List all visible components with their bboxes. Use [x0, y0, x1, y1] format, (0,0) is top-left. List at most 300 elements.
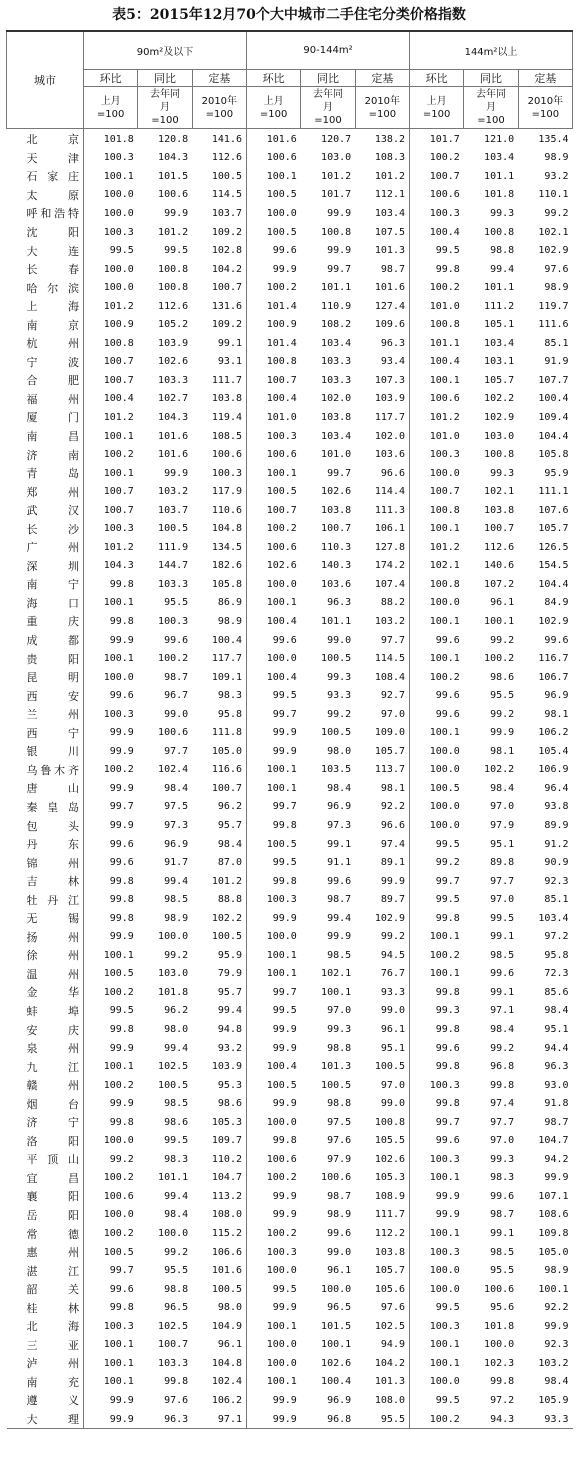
index-value-cell: 98.6: [217, 1098, 242, 1110]
table-row: [7, 946, 573, 965]
index-value-cell: 97.1: [490, 1005, 515, 1017]
index-value-cell: 100.0: [410, 464, 464, 483]
index-value-cell: 102.9: [538, 245, 569, 257]
base-header-cell: 上月 =100: [247, 87, 301, 129]
index-value-cell: 103.9: [374, 393, 405, 405]
index-value-cell: 103.2: [538, 1357, 569, 1369]
index-value-cell: 99.5: [164, 1135, 189, 1147]
city-name-cell: 赣州: [26, 1079, 79, 1093]
index-value-cell: 96.3: [138, 1410, 192, 1429]
index-value-cell: 101.6: [247, 129, 301, 149]
index-value-cell: 92.7: [380, 690, 405, 702]
index-value-cell: 100.2: [247, 278, 301, 297]
index-value-cell: 91.9: [544, 356, 569, 368]
table-row: [7, 1094, 573, 1113]
index-value-cell: 99.9: [84, 779, 138, 798]
index-value-cell: 107.1: [538, 1190, 569, 1202]
city-name-cell: 兰州: [26, 708, 79, 722]
index-value-cell: 99.2: [380, 931, 405, 943]
city-name-cell: 南宁: [26, 578, 79, 592]
index-value-cell: 99.5: [410, 241, 464, 260]
index-value-cell: 102.9: [374, 912, 405, 924]
index-value-cell: 100.6: [158, 189, 189, 201]
index-value-cell: 99.0: [327, 634, 352, 646]
index-value-cell: 100.5: [211, 170, 242, 182]
index-value-cell: 96.8: [490, 1061, 515, 1073]
index-value-cell: 98.4: [544, 1005, 569, 1017]
index-value-cell: 99.7: [84, 798, 138, 817]
index-value-cell: 94.3: [464, 1410, 518, 1429]
index-value-cell: 100.4: [247, 668, 301, 687]
index-value-cell: 100.1: [84, 1057, 138, 1076]
city-name-cell: 大理: [7, 1410, 84, 1429]
index-value-cell: 97.7: [490, 875, 515, 887]
index-value-cell: 111.2: [484, 300, 515, 312]
index-value-cell: 100.9: [84, 315, 138, 334]
index-value-cell: 101.0: [410, 297, 464, 316]
index-value-cell: 97.7: [380, 634, 405, 646]
index-value-cell: 96.7: [164, 690, 189, 702]
index-value-cell: 106.2: [211, 1394, 242, 1406]
index-value-cell: 99.9: [247, 1391, 301, 1410]
index-value-cell: 141.6: [211, 133, 242, 145]
index-value-cell: 100.1: [247, 779, 301, 798]
index-value-cell: 102.0: [321, 393, 352, 405]
index-value-cell: 79.9: [217, 968, 242, 980]
index-value-cell: 100.0: [247, 1336, 301, 1355]
index-value-cell: 100.0: [84, 1206, 138, 1225]
table-row: [7, 1224, 573, 1243]
index-value-cell: 107.2: [484, 578, 515, 590]
index-value-cell: 104.9: [211, 1320, 242, 1332]
index-value-cell: 99.8: [164, 1376, 189, 1388]
city-name-cell: 丹东: [26, 838, 79, 852]
index-value-cell: 103.3: [158, 374, 189, 386]
index-value-cell: 100.5: [158, 523, 189, 535]
table-row: [7, 241, 573, 260]
index-value-cell: 101.0: [410, 427, 464, 446]
index-value-cell: 138.2: [374, 133, 405, 145]
index-value-cell: 101.6: [211, 1265, 242, 1277]
table-row: [7, 1113, 573, 1132]
table-row: [7, 557, 573, 576]
index-value-cell: 100.7: [84, 353, 138, 372]
index-value-cell: 103.9: [211, 1061, 242, 1073]
index-value-cell: 93.8: [544, 801, 569, 813]
city-name-cell: 徐州: [26, 949, 79, 963]
index-value-cell: 108.3: [374, 152, 405, 164]
city-name-cell: 平顶山: [26, 1153, 79, 1167]
city-name-cell: 长沙: [26, 522, 79, 536]
index-value-cell: 100.1: [84, 649, 138, 668]
index-value-cell: 100.1: [410, 649, 464, 668]
index-value-cell: 120.8: [158, 133, 189, 145]
index-value-cell: 100.2: [84, 1076, 138, 1095]
index-value-cell: 100.3: [84, 705, 138, 724]
group-header-large: 144m²以上: [410, 31, 573, 70]
index-value-cell: 96.1: [490, 597, 515, 609]
index-value-cell: 99.8: [84, 872, 138, 891]
index-value-cell: 100.6: [247, 1150, 301, 1169]
index-value-cell: 106.6: [211, 1246, 242, 1258]
index-value-cell: 89.8: [490, 857, 515, 869]
index-value-cell: 100.0: [410, 798, 464, 817]
table-row: [7, 705, 573, 724]
index-value-cell: 93.2: [217, 1042, 242, 1054]
index-value-cell: 105.0: [211, 745, 242, 757]
index-value-cell: 99.9: [490, 727, 515, 739]
index-value-cell: 103.4: [484, 337, 515, 349]
index-value-cell: 100.1: [538, 1283, 569, 1295]
city-name-cell: 杭州: [26, 337, 79, 351]
index-value-cell: 99.5: [490, 912, 515, 924]
index-value-cell: 100.1: [84, 1354, 138, 1373]
index-value-cell: 97.3: [327, 820, 352, 831]
index-value-cell: 104.7: [538, 1135, 569, 1147]
index-value-cell: 97.0: [490, 894, 515, 906]
index-value-cell: 100.0: [410, 1261, 464, 1280]
index-value-cell: 103.4: [538, 912, 569, 924]
index-value-cell: 99.5: [247, 1280, 301, 1299]
index-value-cell: 100.1: [410, 371, 464, 390]
index-value-cell: 99.9: [84, 816, 138, 835]
table-row: [7, 1261, 573, 1280]
index-value-cell: 94.2: [544, 1153, 569, 1165]
index-value-cell: 100.1: [247, 946, 301, 965]
index-value-cell: 94.5: [380, 949, 405, 961]
index-value-cell: 100.0: [158, 931, 189, 943]
index-value-cell: 106.7: [538, 671, 569, 683]
index-value-cell: 101.6: [158, 449, 189, 461]
table-row: [7, 167, 573, 186]
index-value-cell: 100.1: [410, 1169, 464, 1188]
index-value-cell: 98.6: [490, 671, 515, 683]
index-value-cell: 101.4: [247, 334, 301, 353]
table-row: [7, 1020, 573, 1039]
sub-header-cell: 同比: [301, 70, 355, 87]
index-value-cell: 99.8: [410, 1057, 464, 1076]
index-value-cell: 140.3: [321, 560, 352, 572]
index-value-cell: 99.9: [84, 1039, 138, 1058]
index-value-cell: 120.7: [321, 133, 352, 145]
index-value-cell: 126.5: [538, 541, 569, 553]
index-value-cell: 99.6: [84, 853, 138, 872]
index-value-cell: 95.8: [217, 708, 242, 720]
index-value-cell: 99.6: [84, 686, 138, 705]
table-row: [7, 1336, 573, 1355]
city-name-cell: 广州: [26, 541, 79, 555]
index-value-cell: 97.5: [164, 801, 189, 813]
sub-header-cell: 环比: [247, 70, 301, 87]
index-value-cell: 96.4: [544, 782, 569, 794]
index-value-cell: 98.5: [490, 1246, 515, 1258]
index-value-cell: 110.2: [211, 1153, 242, 1165]
index-value-cell: 134.5: [211, 541, 242, 553]
index-value-cell: 116.6: [211, 764, 242, 776]
table-row: [7, 538, 573, 557]
index-value-cell: 96.9: [327, 1394, 352, 1406]
index-value-cell: 99.2: [544, 207, 569, 219]
index-value-cell: 103.4: [321, 337, 352, 349]
index-value-cell: 97.1: [192, 1410, 246, 1429]
index-value-cell: 102.5: [374, 1320, 405, 1332]
index-value-cell: 99.8: [84, 1113, 138, 1132]
index-value-cell: 98.8: [164, 1283, 189, 1295]
index-value-cell: 96.9: [164, 838, 189, 850]
index-value-cell: 95.8: [544, 949, 569, 961]
index-value-cell: 102.2: [484, 393, 515, 405]
index-value-cell: 110.9: [321, 300, 352, 312]
index-value-cell: 103.8: [374, 1246, 405, 1258]
index-value-cell: 100.0: [321, 1283, 352, 1295]
index-value-cell: 93.3: [518, 1410, 572, 1429]
index-value-cell: 103.3: [158, 578, 189, 590]
city-name-cell: 沈阳: [26, 226, 79, 239]
index-value-cell: 99.4: [490, 263, 515, 275]
city-name-cell: 洛阳: [26, 1134, 79, 1148]
index-value-cell: 87.0: [217, 857, 242, 869]
index-value-cell: 97.6: [544, 263, 569, 275]
index-value-cell: 98.8: [327, 1042, 352, 1054]
city-name-cell: 南昌: [26, 430, 79, 444]
index-value-cell: 95.3: [217, 1079, 242, 1091]
index-value-cell: 88.8: [217, 894, 242, 906]
city-name-cell: 湛江: [26, 1264, 79, 1278]
city-name-cell: 泸州: [26, 1357, 79, 1371]
table-row: [7, 1373, 573, 1392]
city-name-cell: 济南: [26, 448, 79, 462]
index-value-cell: 100.7: [410, 167, 464, 186]
sub-header-cell: 环比: [84, 70, 138, 87]
index-value-cell: 100.5: [410, 779, 464, 798]
index-value-cell: 99.8: [247, 816, 301, 835]
index-value-cell: 99.0: [380, 1098, 405, 1110]
index-value-cell: 98.5: [490, 949, 515, 961]
index-value-cell: 100.6: [247, 149, 301, 168]
index-value-cell: 100.3: [84, 223, 138, 242]
index-value-cell: 93.1: [217, 356, 242, 368]
index-value-cell: 98.1: [544, 708, 569, 720]
index-value-cell: 100.0: [247, 575, 301, 594]
index-value-cell: 98.7: [164, 671, 189, 683]
index-value-cell: 99.9: [544, 1320, 569, 1332]
index-value-cell: 102.4: [211, 1376, 242, 1388]
index-value-cell: 99.9: [84, 1391, 138, 1410]
city-name-cell: 合肥: [26, 374, 79, 388]
index-value-cell: 102.3: [484, 1357, 515, 1369]
index-value-cell: 101.1: [158, 1172, 189, 1184]
index-value-cell: 104.4: [538, 430, 569, 442]
city-name-cell: 厦门: [26, 411, 79, 425]
city-name-cell: 三亚: [26, 1338, 79, 1352]
index-value-cell: 100.2: [410, 149, 464, 168]
index-value-cell: 100.1: [410, 612, 464, 631]
base-header-cell: 去年同 月 =100: [301, 87, 355, 129]
index-value-cell: 103.8: [321, 411, 352, 423]
index-value-cell: 99.3: [490, 207, 515, 219]
base-header-cell: 2010年 =100: [518, 87, 572, 129]
index-value-cell: 100.5: [247, 482, 301, 501]
index-value-cell: 100.1: [84, 1373, 138, 1392]
index-value-cell: 98.5: [327, 949, 352, 961]
sub-header-cell: 环比: [410, 70, 464, 87]
index-value-cell: 99.7: [247, 798, 301, 817]
index-value-cell: 99.9: [84, 631, 138, 650]
city-column-header: 城市: [7, 31, 84, 129]
index-value-cell: 95.5: [490, 690, 515, 702]
index-value-cell: 96.1: [217, 1339, 242, 1351]
base-header-cell: 上月 =100: [84, 87, 138, 129]
table-row: [7, 223, 573, 242]
index-value-cell: 107.4: [374, 578, 405, 590]
index-value-cell: 140.6: [484, 560, 515, 572]
index-value-cell: 100.1: [247, 761, 301, 780]
index-value-cell: 105.3: [211, 1116, 242, 1128]
index-value-cell: 100.5: [247, 223, 301, 242]
index-value-cell: 108.6: [538, 1209, 569, 1221]
base-header-cell: 2010年 =100: [192, 87, 246, 129]
city-name-cell: 福州: [26, 392, 79, 406]
index-value-cell: 99.6: [327, 875, 352, 887]
index-value-cell: 102.8: [211, 245, 242, 257]
index-value-cell: 100.5: [247, 186, 301, 205]
index-value-cell: 99.2: [490, 1042, 515, 1054]
index-value-cell: 103.1: [484, 356, 515, 368]
city-name-cell: 宜昌: [26, 1171, 79, 1185]
index-value-cell: 100.2: [84, 761, 138, 780]
index-value-cell: 99.6: [490, 968, 515, 980]
index-value-cell: 99.4: [327, 912, 352, 924]
index-value-cell: 131.6: [211, 300, 242, 312]
index-value-cell: 99.4: [164, 1042, 189, 1054]
index-value-cell: 119.4: [211, 411, 242, 423]
index-value-cell: 98.0: [217, 1302, 242, 1314]
index-value-cell: 105.7: [484, 374, 515, 386]
index-value-cell: 103.6: [321, 578, 352, 590]
index-value-cell: 99.5: [247, 853, 301, 872]
index-value-cell: 100.8: [158, 263, 189, 275]
index-value-cell: 104.3: [158, 152, 189, 164]
table-row: [7, 1039, 573, 1058]
table-row: [7, 909, 573, 928]
index-value-cell: 98.7: [380, 263, 405, 275]
city-name-cell: 青岛: [26, 467, 79, 481]
index-value-cell: 100.0: [247, 649, 301, 668]
index-value-cell: 98.9: [327, 1209, 352, 1221]
index-value-cell: 99.4: [164, 1190, 189, 1202]
index-value-cell: 98.4: [327, 782, 352, 794]
index-value-cell: 96.5: [327, 1302, 352, 1314]
city-name-cell: 石家庄: [26, 170, 79, 184]
index-value-cell: 100.5: [247, 1076, 301, 1095]
index-value-cell: 99.9: [247, 742, 301, 761]
index-value-cell: 100.0: [247, 1113, 301, 1132]
index-value-cell: 85.1: [544, 337, 569, 349]
index-value-cell: 99.9: [247, 260, 301, 279]
city-name-cell: 南京: [26, 318, 79, 332]
table-row: [7, 575, 573, 594]
city-name-cell: 无锡: [26, 912, 79, 926]
index-value-cell: 97.2: [544, 931, 569, 943]
index-value-cell: 100.2: [84, 445, 138, 464]
index-value-cell: 92.3: [544, 875, 569, 887]
index-value-cell: 101.1: [410, 334, 464, 353]
table-row: [7, 872, 573, 891]
index-value-cell: 105.9: [538, 1394, 569, 1406]
index-value-cell: 100.0: [247, 1261, 301, 1280]
index-value-cell: 109.7: [211, 1135, 242, 1147]
index-value-cell: 101.2: [374, 170, 405, 182]
index-value-cell: 100.1: [321, 986, 352, 998]
city-name-cell: 北京: [26, 133, 79, 147]
index-value-cell: 99.3: [490, 467, 515, 479]
city-name-cell: 南充: [26, 1375, 79, 1389]
table-row: [7, 1169, 573, 1188]
index-value-cell: 100.7: [321, 523, 352, 535]
city-name-cell: 太原: [26, 188, 79, 202]
index-value-cell: 99.9: [247, 724, 301, 743]
index-value-cell: 109.4: [538, 411, 569, 423]
index-value-cell: 109.2: [211, 319, 242, 331]
index-value-cell: 101.2: [410, 408, 464, 427]
index-value-cell: 102.9: [538, 615, 569, 627]
index-value-cell: 154.5: [538, 560, 569, 572]
index-value-cell: 101.2: [211, 875, 242, 887]
index-value-cell: 95.1: [544, 1024, 569, 1036]
index-value-cell: 100.6: [410, 390, 464, 409]
index-value-cell: 98.1: [490, 745, 515, 757]
index-value-cell: 99.9: [410, 1206, 464, 1225]
index-value-cell: 99.7: [410, 1113, 464, 1132]
index-value-cell: 101.2: [321, 170, 352, 182]
index-value-cell: 109.0: [374, 727, 405, 739]
index-value-cell: 99.6: [410, 705, 464, 724]
index-value-cell: 96.6: [380, 820, 405, 831]
index-value-cell: 99.5: [410, 1391, 464, 1410]
table-body: [7, 129, 573, 1429]
index-value-cell: 94.9: [380, 1339, 405, 1351]
index-value-cell: 100.5: [321, 1079, 352, 1091]
index-value-cell: 103.9: [158, 337, 189, 349]
index-value-cell: 127.4: [374, 300, 405, 312]
index-value-cell: 92.2: [544, 1302, 569, 1314]
index-value-cell: 100.4: [247, 612, 301, 631]
index-value-cell: 93.2: [544, 170, 569, 182]
index-value-cell: 99.2: [84, 1150, 138, 1169]
index-value-cell: 100.9: [247, 315, 301, 334]
table-row: [7, 464, 573, 483]
table-row: [7, 853, 573, 872]
index-value-cell: 100.7: [410, 482, 464, 501]
index-value-cell: 101.4: [247, 297, 301, 316]
index-value-cell: 101.6: [158, 430, 189, 442]
base-header-cell: 2010年 =100: [355, 87, 409, 129]
index-value-cell: 95.5: [490, 1265, 515, 1277]
index-value-cell: 100.3: [247, 427, 301, 446]
index-value-cell: 99.4: [217, 1005, 242, 1017]
index-value-cell: 97.0: [490, 801, 515, 813]
index-value-cell: 99.7: [327, 263, 352, 275]
index-value-cell: 88.2: [380, 597, 405, 609]
index-value-cell: 98.0: [164, 1024, 189, 1036]
index-value-cell: 111.3: [374, 504, 405, 516]
city-name-cell: 秦皇岛: [26, 800, 79, 814]
index-value-cell: 100.5: [374, 1061, 405, 1073]
index-value-cell: 100.2: [247, 519, 301, 538]
index-value-cell: 99.9: [544, 1172, 569, 1184]
index-value-cell: 117.7: [374, 411, 405, 423]
city-name-cell: 重庆: [26, 615, 79, 629]
